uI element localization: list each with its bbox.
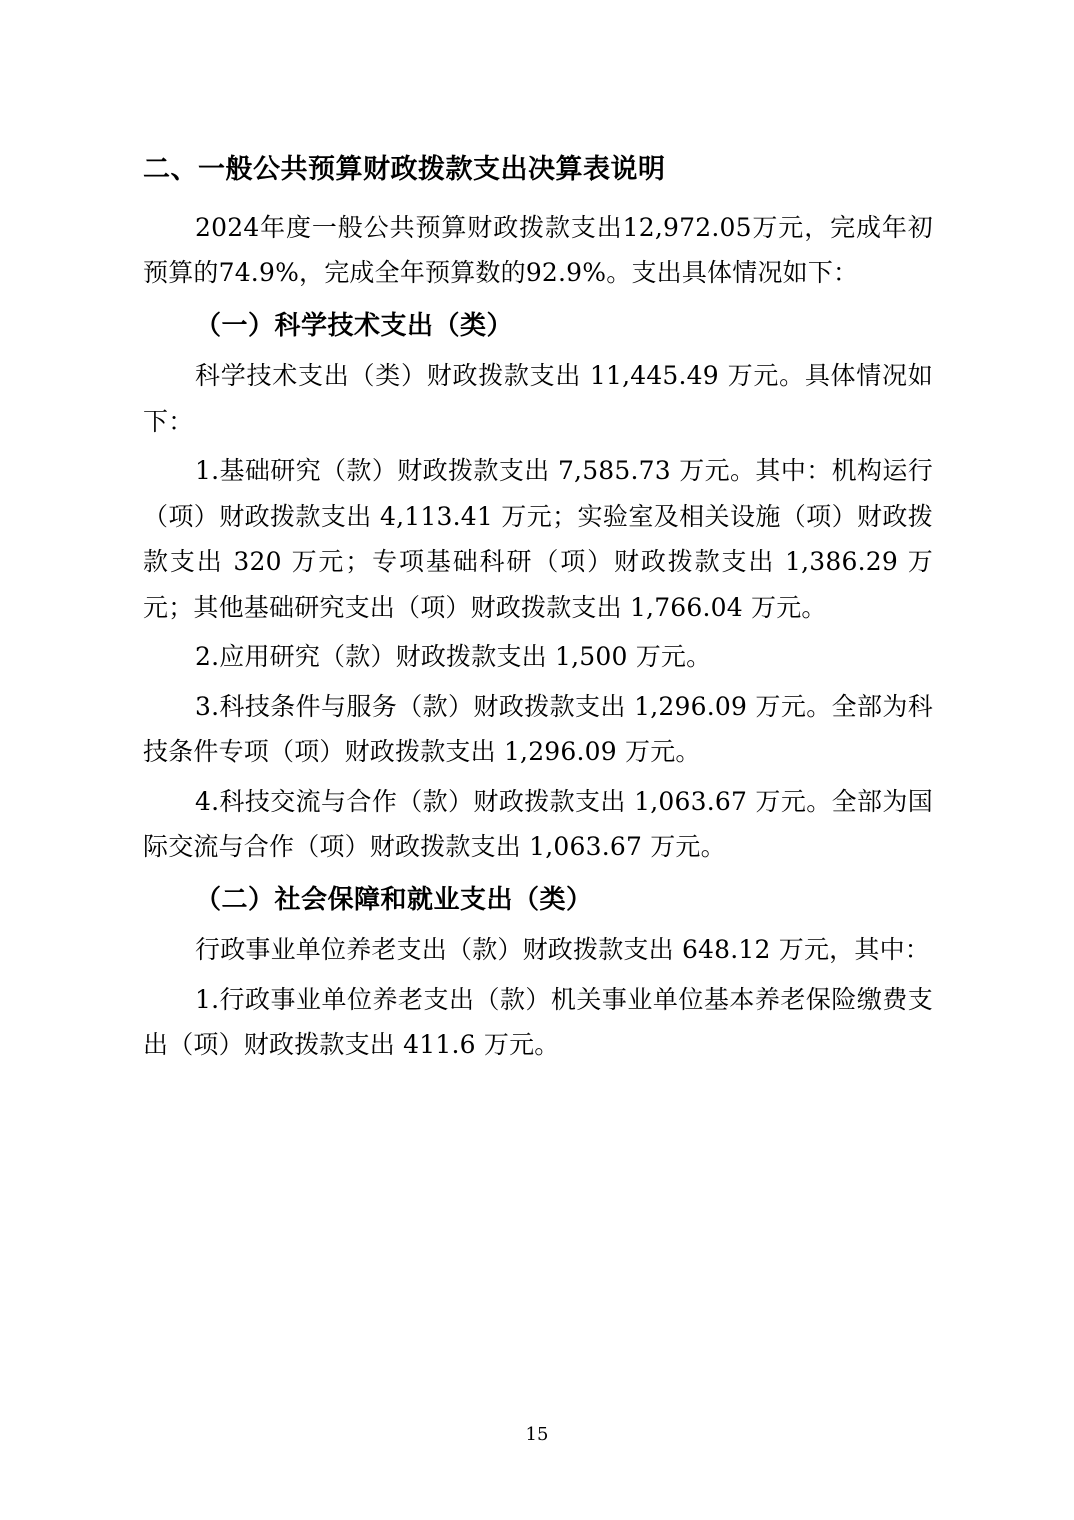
paragraph-pension-total: 行政事业单位养老支出（款）财政拨款支出 648.12 万元，其中： <box>195 935 930 965</box>
subheading-science-tech: （一）科学技术支出（类） <box>195 310 514 341</box>
paragraph-pension-item-1: 1.行政事业单位养老支出（款）机关事业单位基本养老保险缴费支出（项）财政拨款支出 411.6 万元。 <box>143 984 933 1060</box>
page-number: 15 <box>525 1424 549 1445</box>
section-heading: 二、一般公共预算财政拨款支出决算表说明 <box>143 154 666 185</box>
paragraph-intro: 2024年度一般公共预算财政拨款支出12,972.05万元，完成年初预算的74.9%，完成全年预算数的92.9%。支出具体情况如下： <box>143 212 933 287</box>
paragraph-item-3-tech-conditions: 3.科技条件与服务（款）财政拨款支出 1,296.09 万元。全部为科技条件专项（项）财政拨款支出 1,296.09 万元。 <box>143 691 933 767</box>
paragraph-item-1-basic-research: 1.基础研究（款）财政拨款支出 7,585.73 万元。其中：机构运行（项）财政拨款支出 4,113.41 万元；实验室及相关设施（项）财政拨款支出 320 万元；专项基础科研（项）财政拨款支出 1,386.29 万元；其他基础研究支出（项）财政拨款支出 1,766.04 万元。 <box>143 456 934 622</box>
paragraph-science-tech-total: 科学技术支出（类）财政拨款支出 11,445.49 万元。具体情况如下： <box>143 361 933 436</box>
paragraph-item-2-applied-research: 2.应用研究（款）财政拨款支出 1,500 万元。 <box>195 642 712 672</box>
subheading-social-security: （二）社会保障和就业支出（类） <box>195 884 593 915</box>
page-content <box>143 150 933 1072</box>
paragraph-item-4-tech-exchange: 4.科技交流与合作（款）财政拨款支出 1,063.67 万元。全部为国际交流与合作（项）财政拨款支出 1,063.67 万元。 <box>143 786 933 862</box>
